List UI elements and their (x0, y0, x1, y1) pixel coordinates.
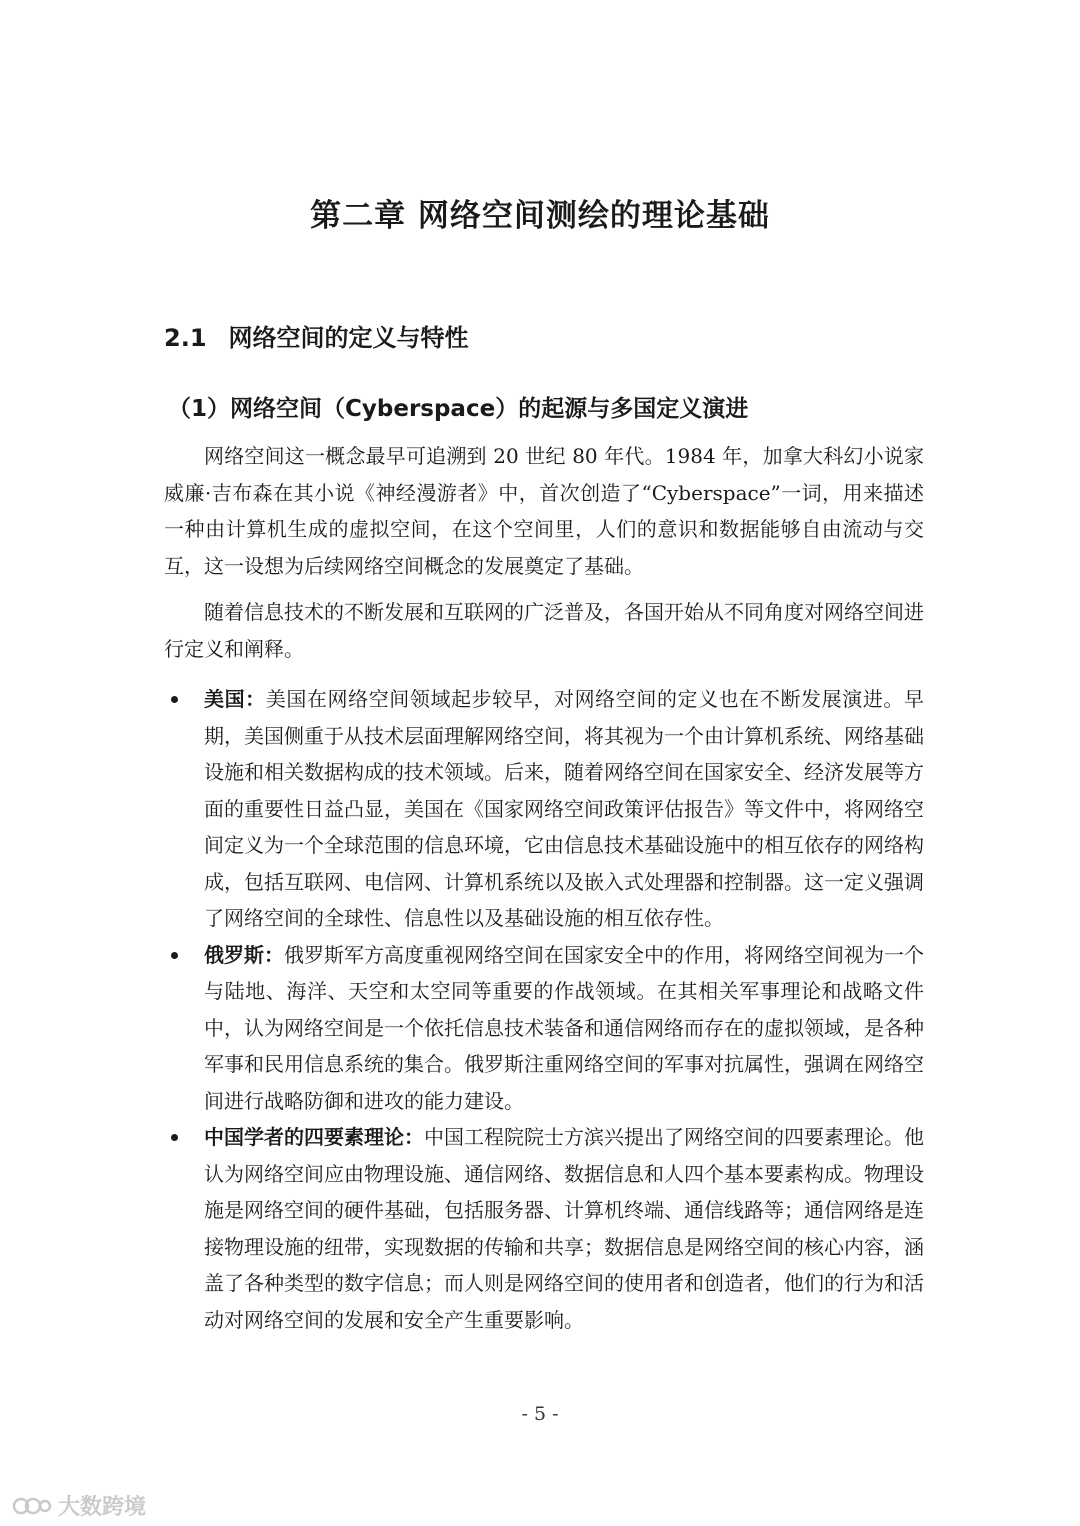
body-content (164, 438, 924, 1338)
list-item-text: 美国在网络空间领域起步较早，对网络空间的定义也在不断发展演进。早期，美国侧重于从技术层面理解网络空间，将其视为一个由计算机系统、网络基础设施和相关数据构成的技术领域。后来，随着网络空间在国家安全、经济发展等方面的重要性日益凸显，美国在《国家网络空间政策评估报告》等文件中，将网络空间定义为一个全球范围的信息环境，它由信息技术基础设施中的相互依存的网络构成，包括互联网、电信网、计算机系统以及嵌入式处理器和控制器。这一定义强调了网络空间的全球性、信息性以及基础设施的相互依存性。 (204, 687, 925, 930)
section-title: 网络空间的定义与特性 (228, 324, 469, 352)
page-number: - 5 - (521, 1403, 559, 1425)
list-item-russia (204, 937, 924, 1120)
watermark (12, 1490, 146, 1521)
bullet-icon (171, 696, 178, 703)
brand-logo-icon (12, 1494, 52, 1518)
bullet-icon (171, 1134, 178, 1141)
bullet-icon (171, 952, 178, 959)
list-item-china (204, 1119, 924, 1338)
list-item-label: 俄罗斯： (204, 942, 284, 967)
list-item-usa (204, 681, 924, 937)
list-item-label: 美国： (204, 687, 266, 711)
paragraph-development: 随着信息技术的不断发展和互联网的广泛普及，各国开始从不同角度对网络空间进行定义和阐释。 (164, 600, 924, 661)
section-heading (164, 318, 469, 353)
definition-list (204, 681, 924, 1338)
list-item-text: 中国工程院院士方滨兴提出了网络空间的四要素理论。他认为网络空间应由物理设施、通信网络、数据信息和人四个基本要素构成。物理设施是网络空间的硬件基础，包括服务器、计算机终端、通信线路等；通信网络是连接物理设施的纽带，实现数据的传输和共享；数据信息是网络空间的核心内容，涵盖了各种类型的数字信息；而人则是网络空间的使用者和创造者，他们的行为和活动对网络空间的发展和安全产生重要影响。 (204, 1125, 924, 1332)
chapter-title: 第二章 网络空间测绘的理论基础 (310, 198, 770, 234)
paragraph-origin: 网络空间这一概念最早可追溯到 20 世纪 80 年代。1984 年，加拿大科幻小说家威廉·吉布森在其小说《神经漫游者》中，首次创造了“Cyberspace”一词，用来描述一种由计算机生成的虚拟空间，在这个空间里，人们的意识和数据能够自由流动与交互，这一设想为后续网络空间概念的发展奠定了基础。 (164, 444, 924, 578)
list-item-label: 中国学者的四要素理论： (204, 1125, 424, 1149)
watermark-text: 大数跨境 (58, 1495, 147, 1520)
list-item-text: 俄罗斯军方高度重视网络空间在国家安全中的作用，将网络空间视为一个与陆地、海洋、天空和太空同等重要的作战领域。在其相关军事理论和战略文件中，认为网络空间是一个依托信息技术装备和通信网络而存在的虚拟领域，是各种军事和民用信息系统的集合。俄罗斯注重网络空间的军事对抗属性，强调在网络空间进行战略防御和进攻的能力建设。 (204, 942, 924, 1113)
section-number: 2.1 (164, 324, 207, 352)
subsection-heading: （1）网络空间（Cyberspace）的起源与多国定义演进 (168, 396, 749, 422)
